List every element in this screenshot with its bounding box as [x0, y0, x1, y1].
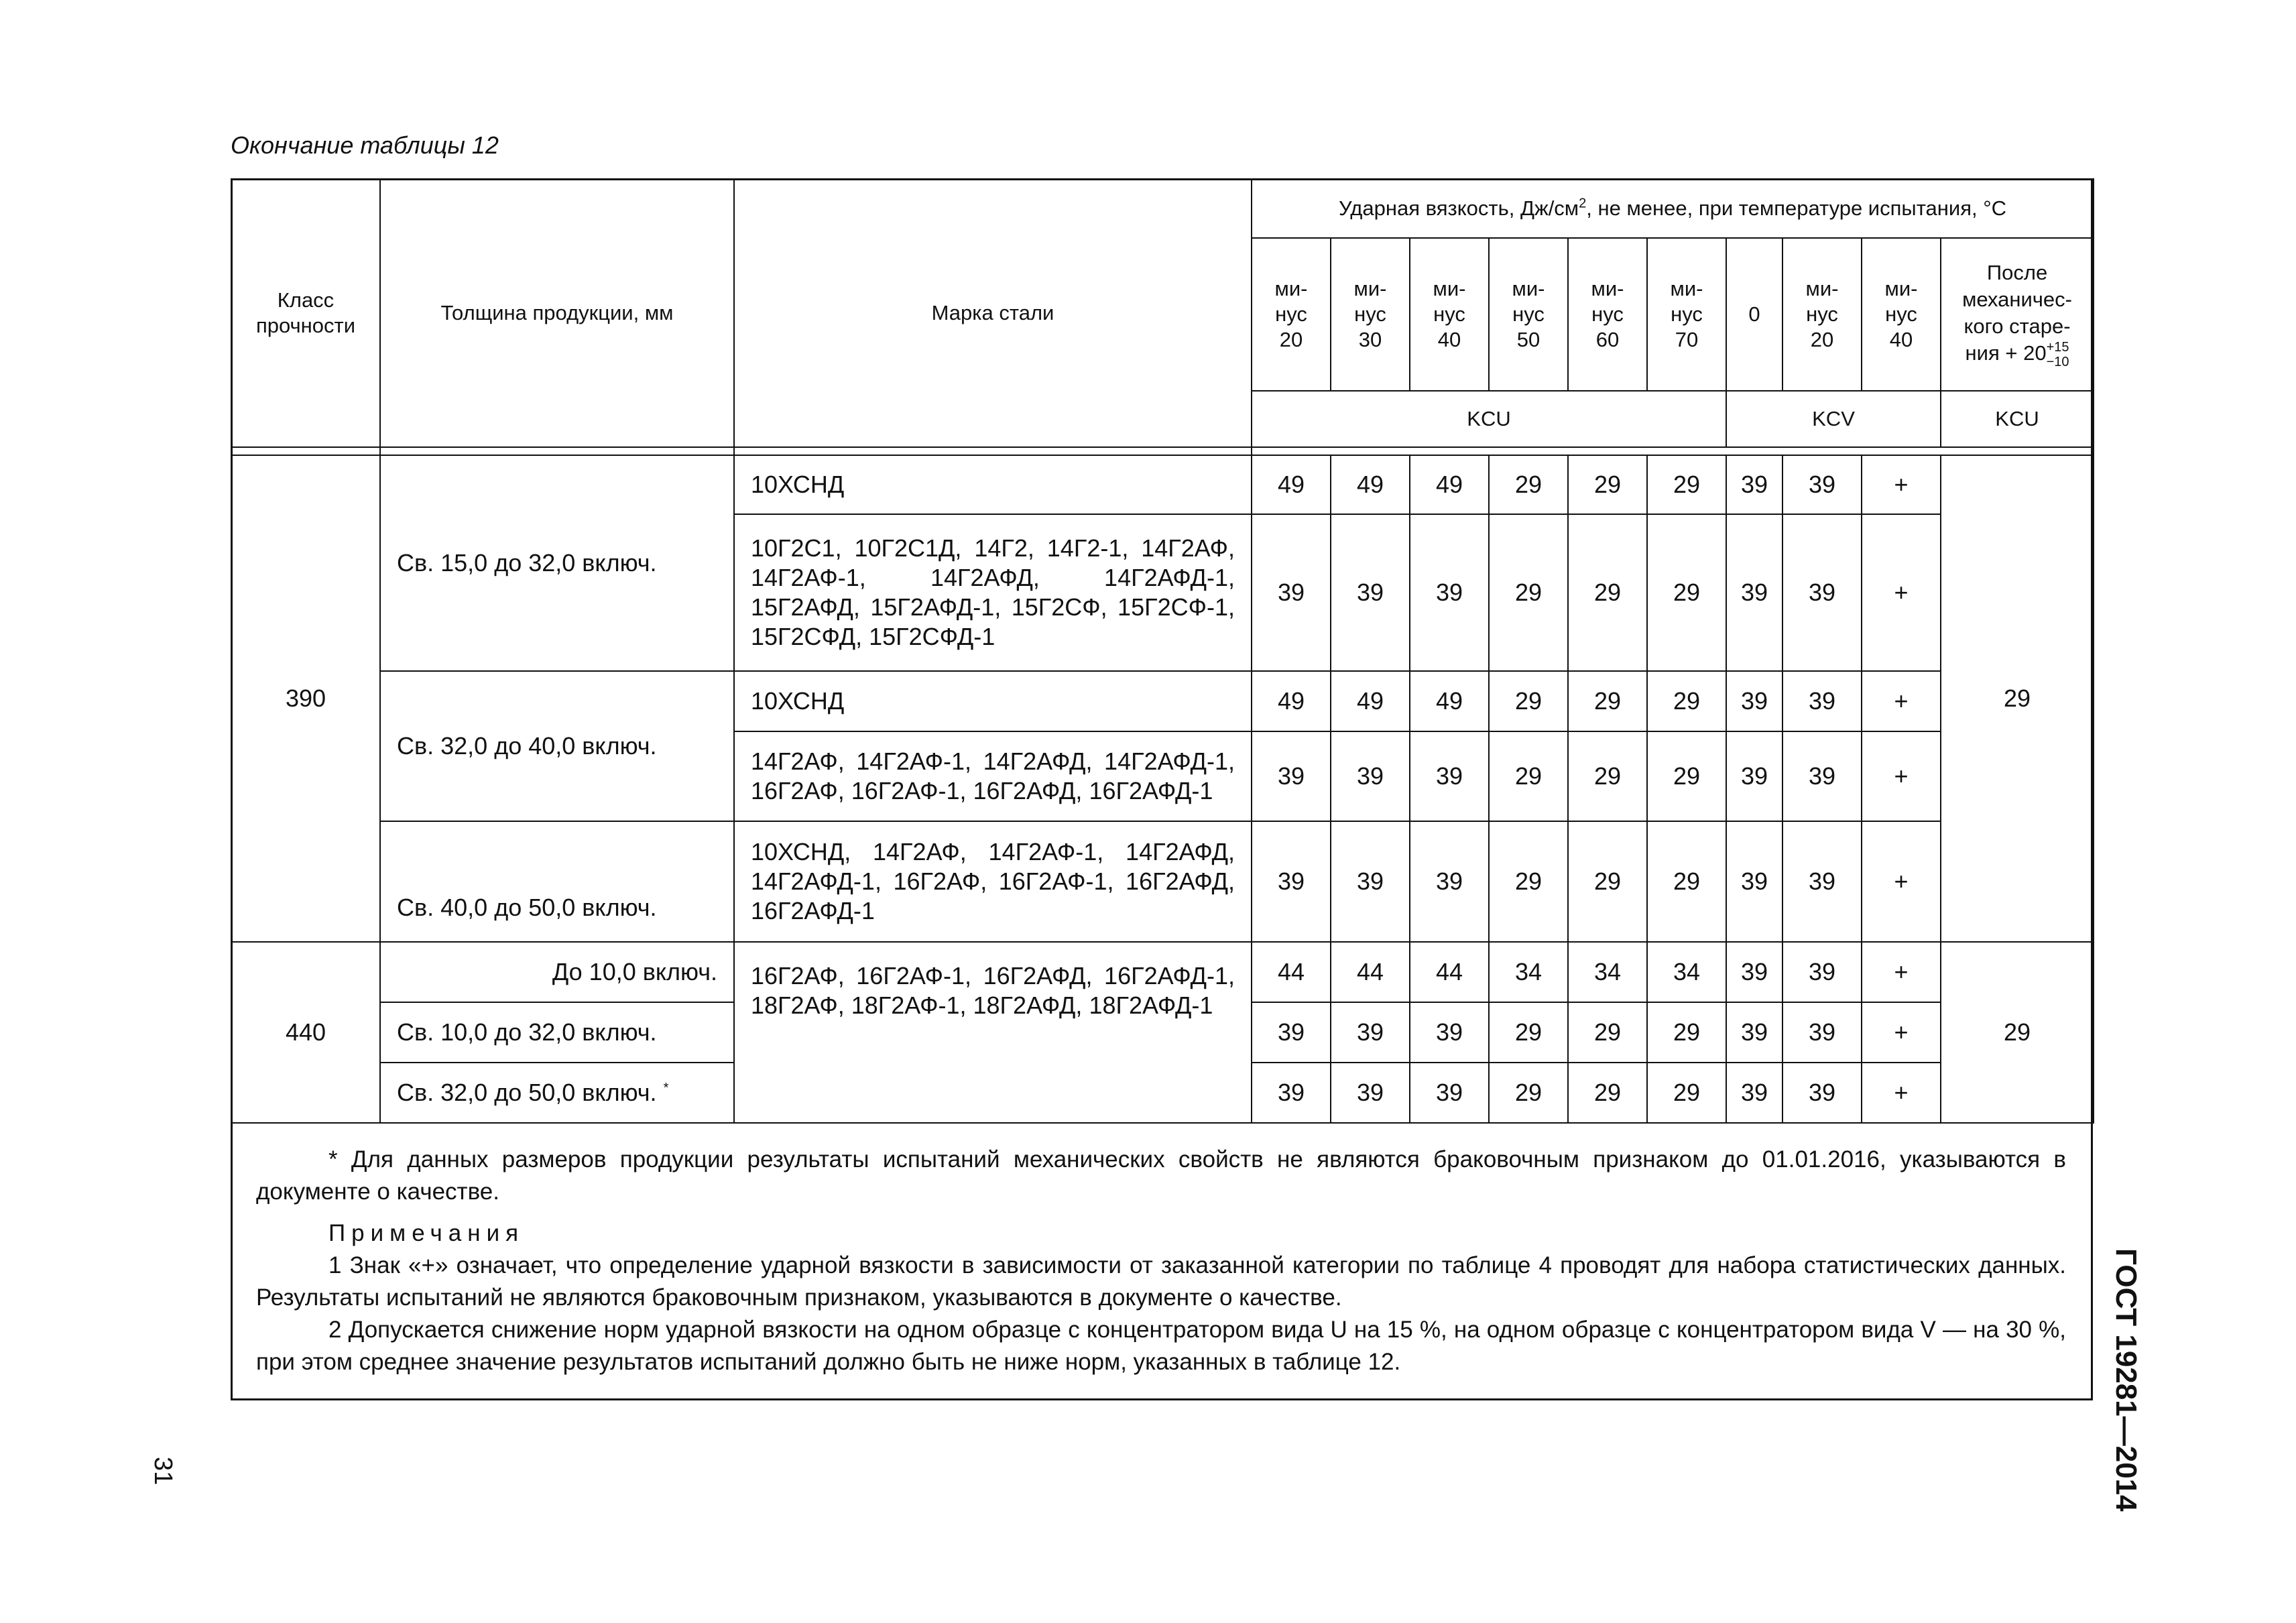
- value-cell: 29: [1489, 514, 1568, 671]
- temp-header-cell: [1410, 238, 1489, 391]
- grade-cell: 10ХСНД, 14Г2АФ, 14Г2АФ-1, 14Г2АФД, 14Г2АФД-1, 16Г2АФ, 16Г2АФ-1, 16Г2АФД, 16Г2АФД-1: [734, 821, 1252, 942]
- value-cell: 39: [1252, 1002, 1331, 1063]
- value-cell: 29: [1489, 821, 1568, 942]
- temp-header-cell: [1331, 238, 1410, 391]
- notes-title: Примечания: [328, 1220, 525, 1246]
- value-cell: 39: [1410, 1002, 1489, 1063]
- temp-header-cell: [1489, 238, 1568, 391]
- grade-cell: 14Г2АФ, 14Г2АФ-1, 14Г2АФД, 14Г2АФД-1, 16Г2АФ, 16Г2АФ-1, 16Г2АФД, 16Г2АФД-1: [734, 731, 1252, 821]
- value-cell: 49: [1252, 455, 1331, 514]
- temp-header-line: нус: [1806, 302, 1838, 326]
- value-cell: 39: [1331, 1002, 1410, 1063]
- temp-header-line: 30: [1358, 327, 1382, 351]
- temp-header-cell: [1647, 238, 1726, 391]
- temp-header-line: нус: [1433, 302, 1465, 326]
- value-cell: +: [1862, 942, 1941, 1002]
- temp-header-cell: [1252, 238, 1331, 391]
- aging-line-4: [1941, 340, 2093, 369]
- aging-390: 29: [1941, 455, 2094, 942]
- temp-header-line: ми-: [1591, 277, 1624, 301]
- impact-table: [231, 178, 2094, 1124]
- thickness-cell: Св. 40,0 до 50,0 включ.: [380, 821, 734, 942]
- value-cell: 29: [1489, 731, 1568, 821]
- value-cell: 29: [1489, 1063, 1568, 1123]
- aging-440: 29: [1941, 942, 2094, 1123]
- value-cell: 29: [1647, 821, 1726, 942]
- temp-header-cell: [1726, 238, 1783, 391]
- note-1: 1 Знак «+» означает, что определение ударной вязкости в зависимости от заказанной категории по таблице 4 проводят для набора статистических данных. Результаты испытаний не являются браковочным признаком, указываются в документе о качестве.: [256, 1252, 2066, 1311]
- notes-block: [256, 1144, 2066, 1378]
- value-cell: 39: [1726, 455, 1783, 514]
- temp-header-line: ми-: [1433, 277, 1466, 301]
- value-cell: 49: [1331, 671, 1410, 731]
- temp-header-line: ми-: [1670, 277, 1703, 301]
- note-2: 2 Допускается снижение норм ударной вязкости на одном образце с концентратором вида U на 15 %, на одном образце с концентратором вида V — на 30 %, при этом среднее значение результатов испытаний должно быть не ниже норм, указанных в таблице 12.: [256, 1317, 2066, 1375]
- header-kcu: KCU: [1252, 391, 1726, 447]
- aging-temp: + 20: [2005, 341, 2047, 365]
- value-cell: 39: [1783, 514, 1862, 671]
- temp-header-line: ми-: [1805, 277, 1839, 301]
- value-cell: 44: [1331, 942, 1410, 1002]
- value-cell: 39: [1783, 1063, 1862, 1123]
- temp-header-cell: [1862, 238, 1941, 391]
- header-grade: Марка стали: [734, 179, 1252, 447]
- value-cell: 29: [1568, 455, 1647, 514]
- value-cell: +: [1862, 1002, 1941, 1063]
- aging-word: ния: [1965, 341, 2000, 365]
- value-cell: 49: [1331, 455, 1410, 514]
- table-header: [231, 179, 2094, 455]
- value-cell: 49: [1410, 455, 1489, 514]
- value-cell: 29: [1568, 731, 1647, 821]
- aging-line-3: кого старе-: [1963, 314, 2071, 338]
- footnote: * Для данных размеров продукции результаты испытаний механических свойств не являются браковочным признаком до 01.01.2016, указываются в документе о качестве.: [256, 1146, 2066, 1205]
- thickness-cell: Св. 15,0 до 32,0 включ.: [380, 455, 734, 671]
- temp-header-line: 70: [1675, 327, 1699, 351]
- value-cell: 49: [1410, 671, 1489, 731]
- value-cell: 39: [1331, 1063, 1410, 1123]
- temp-header-line: нус: [1671, 302, 1703, 326]
- temp-header-line: 50: [1516, 327, 1540, 351]
- temp-header-cell: [1568, 238, 1647, 391]
- value-cell: +: [1862, 731, 1941, 821]
- value-cell: 39: [1410, 514, 1489, 671]
- value-cell: 29: [1647, 1002, 1726, 1063]
- header-thickness: Толщина продукции, мм: [380, 179, 734, 447]
- header-aging: [1941, 238, 2094, 391]
- value-cell: 39: [1726, 514, 1783, 671]
- header-kcu-aging: KCU: [1941, 391, 2094, 447]
- value-cell: 29: [1489, 1002, 1568, 1063]
- grade-cell: 10ХСНД: [734, 671, 1252, 731]
- temp-header-line: ми-: [1512, 277, 1545, 301]
- temp-header-line: нус: [1512, 302, 1545, 326]
- value-cell: 39: [1726, 731, 1783, 821]
- value-cell: 39: [1783, 942, 1862, 1002]
- grade-cell: 16Г2АФ, 16Г2АФ-1, 16Г2АФД, 16Г2АФД-1, 18Г2АФ, 18Г2АФ-1, 18Г2АФД, 18Г2АФД-1: [734, 942, 1252, 1123]
- value-cell: 44: [1410, 942, 1489, 1002]
- thickness-cell: До 10,0 включ.: [380, 942, 734, 1002]
- document-code: ГОСТ 19281—2014: [2110, 1248, 2142, 1512]
- value-cell: +: [1862, 514, 1941, 671]
- header-impact-sup: 2: [1579, 196, 1587, 211]
- value-cell: 39: [1252, 1063, 1331, 1123]
- aging-sub: −10: [2046, 354, 2069, 369]
- temp-header-line: 20: [1810, 327, 1834, 351]
- thickness-cell: Св. 32,0 до 40,0 включ.: [380, 671, 734, 821]
- value-cell: 29: [1568, 1002, 1647, 1063]
- value-cell: +: [1862, 455, 1941, 514]
- value-cell: 34: [1568, 942, 1647, 1002]
- temp-header-line: ми-: [1884, 277, 1918, 301]
- header-impact-tail: , не менее, при температуре испытания, °C: [1586, 196, 2007, 221]
- table-row: [231, 455, 2094, 514]
- table-body: [231, 455, 2094, 1123]
- value-cell: 29: [1568, 514, 1647, 671]
- value-cell: 39: [1410, 821, 1489, 942]
- temp-header-line: 40: [1889, 327, 1913, 351]
- value-cell: 39: [1252, 731, 1331, 821]
- value-cell: 39: [1410, 731, 1489, 821]
- aging-tolerance: [2047, 340, 2069, 369]
- value-cell: 39: [1726, 942, 1783, 1002]
- value-cell: 34: [1489, 942, 1568, 1002]
- value-cell: 29: [1568, 821, 1647, 942]
- thickness-cell: [380, 1063, 734, 1123]
- header-impact: [1252, 179, 2094, 238]
- value-cell: 49: [1252, 671, 1331, 731]
- footnote-star: *: [663, 1081, 669, 1096]
- header-class: Класс прочности: [231, 179, 380, 447]
- thickness-cell: Св. 10,0 до 32,0 включ.: [380, 1002, 734, 1063]
- aging-line-2: механичес-: [1962, 288, 2072, 312]
- value-cell: +: [1862, 671, 1941, 731]
- temp-header-line: 0: [1748, 302, 1760, 326]
- temp-header-line: нус: [1591, 302, 1624, 326]
- temp-header-line: ми-: [1274, 277, 1308, 301]
- temp-header-line: 40: [1437, 327, 1461, 351]
- value-cell: 44: [1252, 942, 1331, 1002]
- value-cell: 29: [1647, 455, 1726, 514]
- value-cell: 39: [1726, 1063, 1783, 1123]
- header-kcv: KCV: [1726, 391, 1941, 447]
- temp-header-line: ми-: [1353, 277, 1387, 301]
- value-cell: 39: [1726, 671, 1783, 731]
- value-cell: 29: [1647, 731, 1726, 821]
- table-row: [231, 821, 2094, 942]
- class-440: 440: [231, 942, 380, 1123]
- value-cell: 29: [1647, 1063, 1726, 1123]
- aging-sup: +15: [2046, 339, 2069, 355]
- thickness-text: Св. 32,0 до 50,0 включ.: [397, 1079, 657, 1107]
- header-impact-text: Ударная вязкость, Дж/см: [1339, 196, 1579, 221]
- value-cell: 39: [1783, 671, 1862, 731]
- temp-header-line: 60: [1595, 327, 1620, 351]
- table-caption: Окончание таблицы 12: [231, 131, 499, 159]
- class-390: 390: [231, 455, 380, 942]
- aging-line-1: После: [1986, 261, 2048, 285]
- value-cell: 39: [1331, 821, 1410, 942]
- temp-header-line: нус: [1275, 302, 1307, 326]
- grade-cell: 10Г2С1, 10Г2С1Д, 14Г2, 14Г2-1, 14Г2АФ, 14Г2АФ-1, 14Г2АФД, 14Г2АФД-1, 15Г2АФД, 15Г2АФД-1, 15Г2СФ, 15Г2СФ-1, 15Г2СФД, 15Г2СФД-1: [734, 514, 1252, 671]
- value-cell: 39: [1252, 514, 1331, 671]
- value-cell: 39: [1726, 821, 1783, 942]
- temp-header-line: нус: [1354, 302, 1386, 326]
- value-cell: +: [1862, 1063, 1941, 1123]
- value-cell: 39: [1783, 731, 1862, 821]
- value-cell: 29: [1647, 514, 1726, 671]
- table-row: [231, 671, 2094, 731]
- value-cell: +: [1862, 821, 1941, 942]
- value-cell: 29: [1568, 1063, 1647, 1123]
- temp-header-line: 20: [1279, 327, 1303, 351]
- page-number: 31: [149, 1457, 177, 1486]
- table-row: [231, 942, 2094, 1002]
- value-cell: 29: [1489, 671, 1568, 731]
- temp-header-cell: [1783, 238, 1862, 391]
- value-cell: 39: [1331, 514, 1410, 671]
- value-cell: 29: [1489, 455, 1568, 514]
- temp-header-line: нус: [1885, 302, 1917, 326]
- value-cell: 39: [1331, 731, 1410, 821]
- grade-cell: 10ХСНД: [734, 455, 1252, 514]
- value-cell: 39: [1252, 821, 1331, 942]
- value-cell: 39: [1410, 1063, 1489, 1123]
- value-cell: 39: [1783, 821, 1862, 942]
- value-cell: 39: [1783, 455, 1862, 514]
- value-cell: 34: [1647, 942, 1726, 1002]
- value-cell: 39: [1783, 1002, 1862, 1063]
- value-cell: 29: [1647, 671, 1726, 731]
- value-cell: 29: [1568, 671, 1647, 731]
- value-cell: 39: [1726, 1002, 1783, 1063]
